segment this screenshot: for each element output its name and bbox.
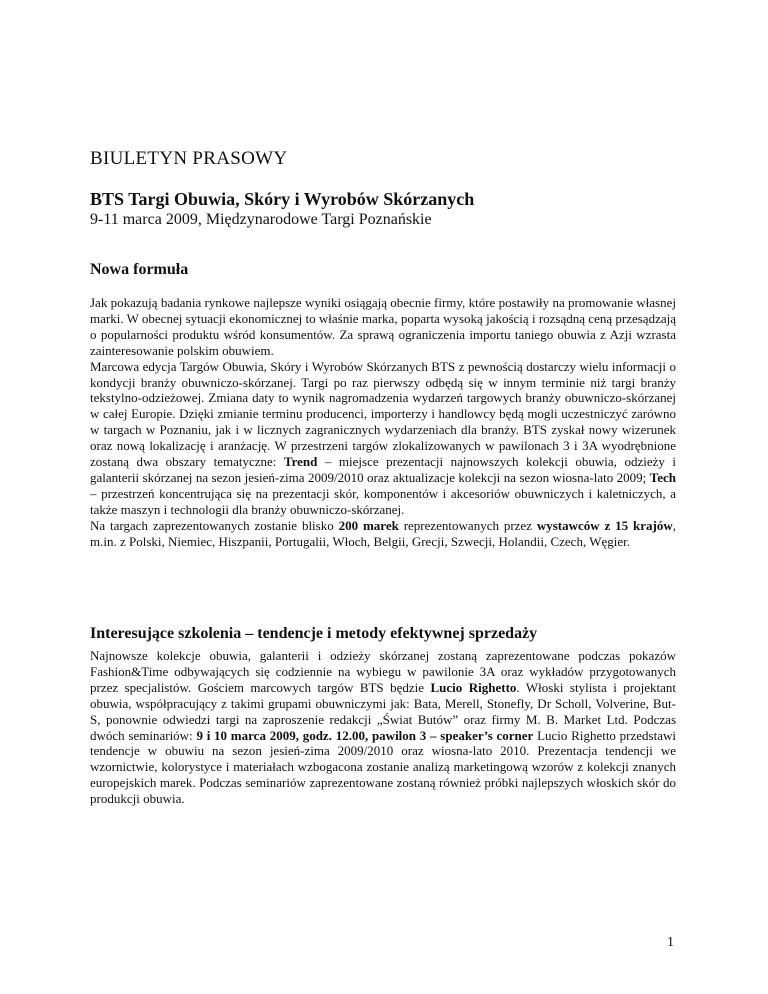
section-heading-trainings: Interesujące szkolenia – tendencje i metody efektywnej sprzedaży: [90, 625, 538, 642]
highlight-brands-count: 200 marek: [338, 517, 399, 533]
event-subtitle: 9-11 marca 2009, Międzynarodowe Targi Poznańskie: [90, 211, 432, 228]
document-label: BIULETYN PRASOWY: [90, 148, 288, 169]
paragraph-exhibitors: [90, 518, 676, 550]
paragraph-march-edition: [90, 359, 676, 518]
keyword-tech: Tech: [649, 469, 676, 485]
text-span: Lucio Righetto przedstawi tendencje w obuwiu na sezon jesień-zima 2009/2010 oraz wiosna-lato 2010. Prezentacja tendencji we wzornictwie, kolorystyce i materiałach wzbogacona zostanie analizą marketingową wzorów z kolekcji znanych europejskich marek. Podczas seminariów zaprezentowane zostaną również próbki najlepszych włoskich skór do produkcji obuwia.: [90, 727, 676, 807]
document-page: [90, 0, 690, 994]
text-span: – miejsce prezentacji najnowszych kolekcji obuwia, odzieży i galanterii skórzanej na sezon jesień-zima 2009/2010 oraz aktualizacje kolekcji na sezon wiosna-lato 2009;: [90, 454, 676, 485]
section-body-trainings: [90, 648, 676, 807]
text-span: . Włoski stylista i projektant obuwia, współpracujący z takimi grupami obuwniczymi jak: Bata, Merell, Stonefly, Dr Scholl, Volverine, But-S, ponownie odwiedzi targi na zaproszenie redakcji „Świat Butów” oraz firmy M. B. Market Ltd. Podczas dwóch seminariów:: [90, 679, 676, 743]
event-title: BTS Targi Obuwia, Skóry i Wyrobów Skórzanych: [90, 189, 475, 209]
text-span: reprezentowanych przez: [398, 517, 537, 533]
text-span: Najnowsze kolekcje obuwia, galanterii i odzieży skórzanej zostaną zaprezentowane podczas pokazów Fashion&Time odbywających się codziennie na wybiegu w pawilonie 3A oraz wykładów przygotowanych przez specjalistów. Gościem marcowych targów BTS będzie: [90, 648, 676, 695]
page-number: 1: [667, 935, 674, 950]
text-span: Na targach zaprezentowanych zostanie blisko: [90, 517, 339, 533]
keyword-trend: Trend: [283, 454, 318, 470]
text-span: – przestrzeń koncentrująca się na prezentacji skór, komponentów i akcesoriów obuwniczych i kaletniczych, a także maszyn i technologii dla branży obuwniczo-skórzanej.: [90, 485, 676, 517]
highlight-guest-name: Lucio Righetto: [430, 679, 517, 695]
text-span: , m.in. z Polski, Niemiec, Hiszpanii, Portugalii, Włoch, Belgii, Grecji, Szwecji, Holandii, Czech, Węgier.: [90, 517, 676, 549]
paragraph-seminars: [90, 648, 676, 807]
paragraph-market-research: Jak pokazują badania rynkowe najlepsze wyniki osiągają obecnie firmy, które postawiły na promowanie własnej marki. W obecnej sytuacji ekonomicznej to właśnie marka, poparta wysoką jakością i rozsądną ceną przesądzają o popularności produktu wśród konsumentów. Za sprawą ograniczenia importu taniego obuwia z Azji wzrasta zainteresowanie polskim obuwiem.: [90, 295, 676, 358]
text-span: Marcowa edycja Targów Obuwia, Skóry i Wyrobów Skórzanych BTS z pewnością dostarczy wielu informacji o kondycji branży obuwniczo-skórzanej. Targi po raz pierwszy odbędą się w innym terminie niż targi branży tekstylno-odzieżowej. Zmiana daty to wynik nagromadzenia wydarzeń targowych branży obuwniczo-skórzanej w całej Europie. Dzięki zmianie terminu producenci, importerzy i handlowcy będą mogli uczestniczyć zarówno w targach w Poznaniu, jak i w licznych zagranicznych wydarzeniach dla branży. BTS zyskał nowy wizerunek oraz nową lokalizację i aranżację. W przestrzeni targów zlokalizowanych w pawilonach 3 i 3A wyodrębnione zostaną dwa obszary tematyczne:: [90, 358, 676, 470]
highlight-seminar-dates: 9 i 10 marca 2009, godz. 12.00, pawilon 3 – speaker’s corner: [196, 727, 534, 743]
section-body-new-formula: [90, 295, 676, 550]
section-heading-new-formula: Nowa formuła: [90, 261, 189, 278]
highlight-exhibitors-countries: wystawców z 15 krajów: [536, 517, 673, 533]
